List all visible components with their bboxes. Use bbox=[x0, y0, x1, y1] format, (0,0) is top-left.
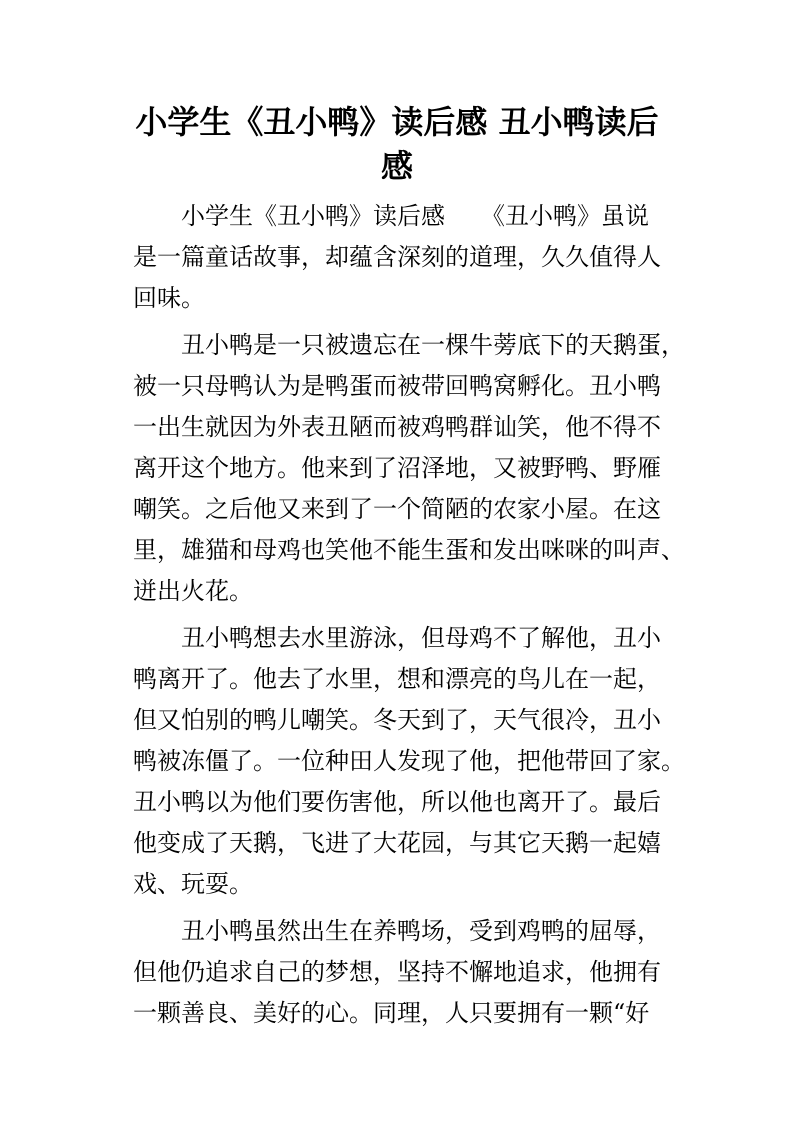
paragraph-line: 丑小鸭以为他们要伤害他，所以他也离开了。最后 bbox=[133, 788, 661, 816]
paragraph-line: 鸭离开了。他去了水里，想和漂亮的鸟儿在一起， bbox=[133, 665, 661, 693]
paragraph-line: 迸出火花。 bbox=[133, 577, 253, 605]
document-body bbox=[133, 196, 685, 1034]
paragraph-line: 鸭被冻僵了。一位种田人发现了他，把他带回了家。 bbox=[133, 747, 685, 775]
document-title bbox=[120, 100, 674, 188]
paragraph-line: 戏、玩耍。 bbox=[133, 870, 253, 898]
title-line-1: 小学生《丑小鸭》读后感 丑小鸭读后 bbox=[135, 103, 659, 141]
paragraph-1 bbox=[133, 196, 663, 319]
paragraph-line: 但他仍追求自己的梦想，坚持不懈地追求，他拥有 bbox=[133, 958, 661, 986]
paragraph-line: 丑小鸭想去水里游泳，但母鸡不了解他，丑小 bbox=[181, 624, 661, 652]
paragraph-line: 离开这个地方。他来到了沼泽地，又被野鸭、野雁 bbox=[133, 454, 661, 482]
paragraph-line: 小学生《丑小鸭》读后感 《丑小鸭》虽说 bbox=[181, 202, 649, 230]
paragraph-4 bbox=[133, 911, 663, 1034]
paragraph-3 bbox=[133, 618, 685, 905]
paragraph-line: 他变成了天鹅，飞进了大花园，与其它天鹅一起嬉 bbox=[133, 829, 661, 857]
paragraph-line: 里，雄猫和母鸡也笑他不能生蛋和发出咪咪的叫声、 bbox=[133, 536, 685, 564]
paragraph-line: 是一篇童话故事，却蕴含深刻的道理，久久值得人 bbox=[133, 243, 661, 271]
paragraph-line: 丑小鸭虽然出生在养鸭场，受到鸡鸭的屈辱， bbox=[181, 917, 661, 945]
paragraph-line: 丑小鸭是一只被遗忘在一棵牛蒡底下的天鹅蛋， bbox=[181, 331, 685, 359]
paragraph-line: 被一只母鸭认为是鸭蛋而被带回鸭窝孵化。丑小鸭 bbox=[133, 372, 661, 400]
paragraph-line: 嘲笑。之后他又来到了一个简陋的农家小屋。在这 bbox=[133, 495, 661, 523]
paragraph-line: 一出生就因为外表丑陋而被鸡鸭群讪笑，他不得不 bbox=[133, 413, 661, 441]
title-line-2: 感 bbox=[380, 147, 413, 185]
paragraph-line: 一颗善良、美好的心。同理，人只要拥有一颗“好 bbox=[133, 999, 650, 1027]
paragraph-line: 但又怕别的鸭儿嘲笑。冬天到了，天气很冷，丑小 bbox=[133, 706, 661, 734]
paragraph-2 bbox=[133, 325, 685, 612]
paragraph-line: 回味。 bbox=[133, 284, 205, 312]
